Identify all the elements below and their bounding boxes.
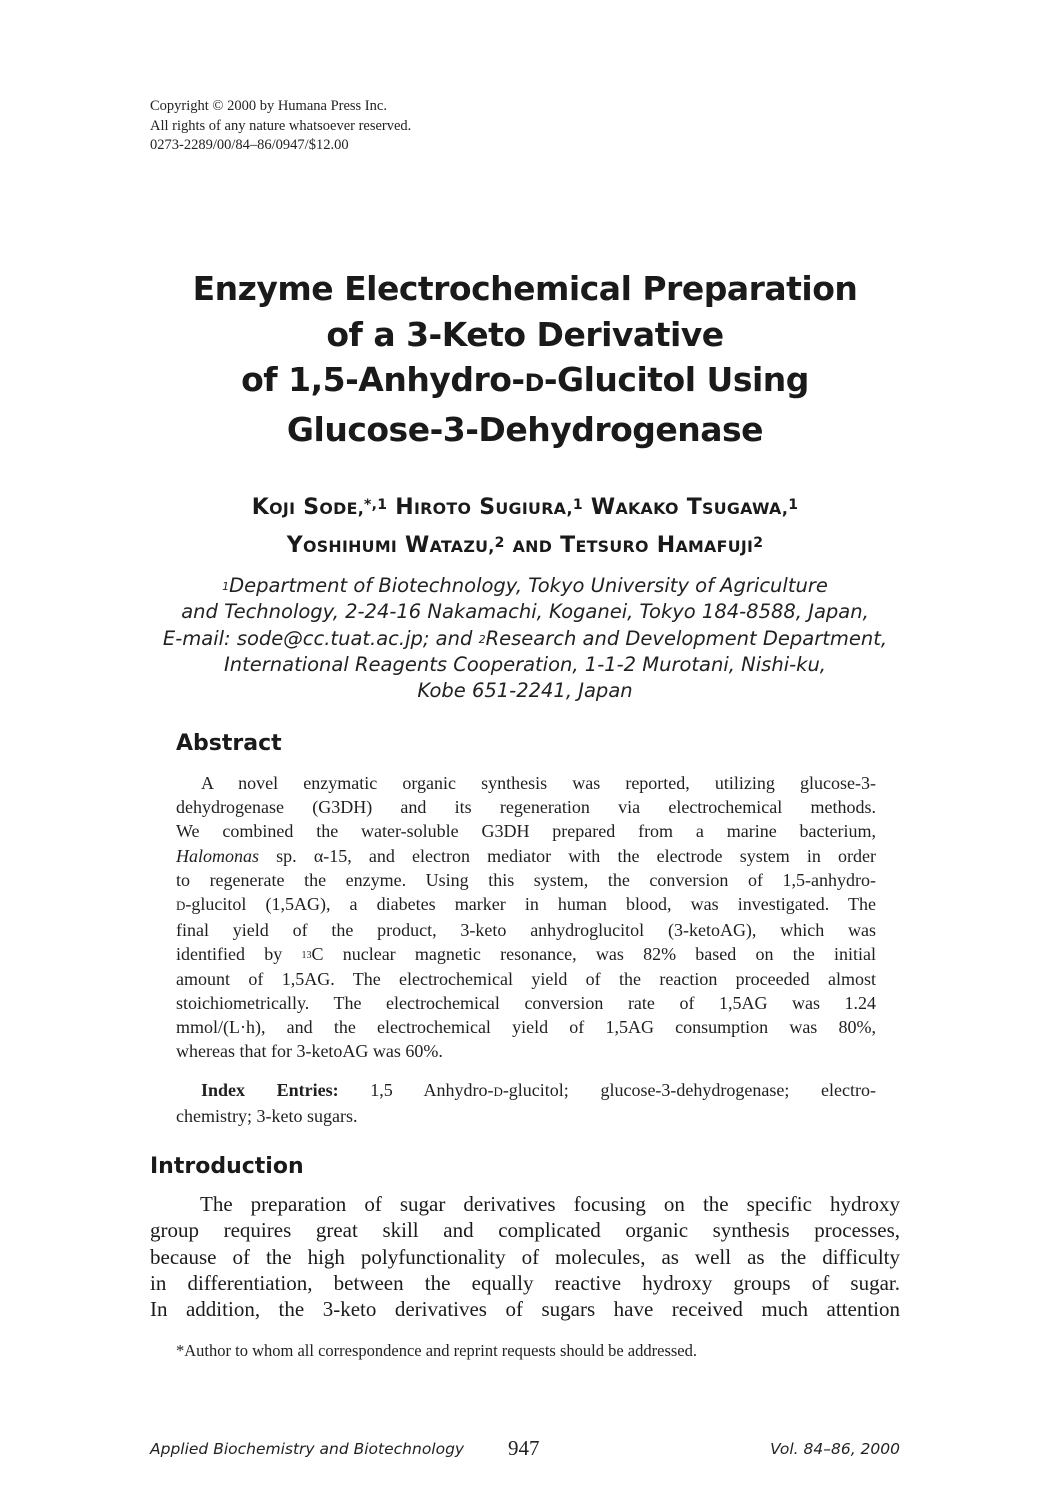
intro-line: The preparation of sugar derivatives focusing on the specific hydroxy bbox=[200, 1192, 900, 1216]
title-text: -Glucitol Using bbox=[543, 360, 809, 399]
author-footnote: *Author to whom all correspondence and reprint requests should be addressed. bbox=[176, 1341, 697, 1360]
abstract-line: mmol/(L·h), and the electrochemical yield of 1,5AG consumption was 80%, bbox=[176, 1017, 876, 1038]
author-list bbox=[150, 489, 900, 565]
introduction-body bbox=[150, 1191, 900, 1322]
title-smallcaps: D bbox=[524, 369, 544, 397]
intro-line: In addition, the 3-keto derivatives of sugars have received much attention bbox=[150, 1297, 900, 1322]
intro-line: group requires great skill and complicated organic synthesis processes, bbox=[150, 1218, 900, 1243]
page-number: 947 bbox=[508, 1436, 540, 1460]
abstract-line: A novel enzymatic organic synthesis was reported, utilizing glucose-3- bbox=[201, 773, 876, 793]
abstract-body bbox=[176, 771, 876, 1063]
intro-line: because of the high polyfunctionality of molecules, as well as the difficulty bbox=[150, 1244, 900, 1269]
author-name: WAKAKO TSUGAWA,$^1$ bbox=[590, 495, 799, 520]
author-conjunction: AND bbox=[512, 537, 553, 556]
index-entries bbox=[176, 1078, 876, 1128]
intro-line: in differentiation, between the equally reactive hydroxy groups of sugar. bbox=[150, 1270, 900, 1295]
abstract-line: D-glucitol (1,5AG), a diabetes marker in human blood, was investigated. The bbox=[176, 894, 876, 915]
abstract-line: dehydrogenase (G3DH) and its regeneration via electrochemical methods. bbox=[176, 797, 876, 818]
affiliation-line: and Technology, 2-24-16 Nakamachi, Koganei, Tokyo 184-8588, Japan, bbox=[181, 600, 869, 624]
affiliation-line: International Reagents Cooperation, 1-1-2 Murotani, Nishi-ku, bbox=[223, 652, 826, 676]
page-footer bbox=[150, 1436, 900, 1462]
abstract-line: stoichiometrically. The electrochemical conversion rate of 1,5AG was 1.24 bbox=[176, 992, 876, 1013]
abstract-heading: Abstract bbox=[176, 731, 282, 756]
rights-line: All rights of any nature whatsoever reserved. bbox=[150, 117, 412, 134]
introduction-heading: Introduction bbox=[150, 1154, 304, 1179]
paper-title bbox=[150, 266, 900, 452]
abstract-line: identified by $^{13}$C nuclear magnetic resonance, was 82% based on the initial bbox=[176, 944, 876, 965]
abstract-line: to regenerate the enzyme. Using this system, the conversion of 1,5-anhydro- bbox=[176, 869, 876, 890]
title-line: Glucose-3-Dehydrogenase bbox=[286, 409, 764, 449]
affiliation-line: $^1$Department of Biotechnology, Tokyo University of Agriculture bbox=[222, 574, 828, 597]
author-line bbox=[150, 527, 900, 565]
affiliation-line: Kobe 651-2241, Japan bbox=[417, 679, 633, 703]
title-line bbox=[150, 357, 900, 407]
author-name: KOJI SODE,$^{*,1}$ bbox=[251, 495, 388, 520]
copyright-notice bbox=[150, 97, 411, 156]
affiliations bbox=[120, 573, 930, 704]
copyright-line: Copyright © 2000 by Humana Press Inc. bbox=[150, 98, 387, 114]
abstract-line: Halomonas sp. α-15, and electron mediator with the electrode system in order bbox=[176, 845, 876, 866]
index-line: chemistry; 3-keto sugars. bbox=[176, 1106, 358, 1127]
issn-line: 0273-2289/00/84–86/0947/$12.00 bbox=[150, 137, 349, 153]
affiliation-line: E-mail: sode@cc.tuat.ac.jp; and $^2$Research and Development Department, bbox=[162, 626, 888, 650]
author-name: YOSHIHUMI WATAZU,$^2$ bbox=[286, 533, 505, 558]
volume-info: Vol. 84–86, 2000 bbox=[770, 1440, 900, 1458]
title-line: of a 3-Keto Derivative bbox=[326, 314, 724, 354]
index-label: Index Entries: bbox=[201, 1080, 339, 1100]
abstract-line: We combined the water-soluble G3DH prepared from a marine bacterium, bbox=[176, 821, 876, 842]
title-text: of 1,5-Anhydro- bbox=[241, 360, 525, 399]
index-line: Index Entries: 1,5 Anhydro-D-glucitol; glucose-3-dehydrogenase; electro- bbox=[201, 1080, 876, 1100]
abstract-line: amount of 1,5AG. The electrochemical yield of the reaction proceeded almost bbox=[176, 968, 876, 989]
title-line: Enzyme Electrochemical Preparation bbox=[192, 269, 858, 308]
author-name: HIROTO SUGIURA,$^1$ bbox=[395, 495, 583, 520]
abstract-line: whereas that for 3-ketoAG was 60%. bbox=[176, 1041, 443, 1062]
abstract-line: final yield of the product, 3-keto anhydroglucitol (3-ketoAG), which was bbox=[176, 920, 876, 941]
author-line bbox=[150, 489, 900, 527]
author-name: TETSURO HAMAFUJI$^2$ bbox=[560, 533, 764, 558]
journal-name: Applied Biochemistry and Biotechnology bbox=[150, 1440, 465, 1458]
